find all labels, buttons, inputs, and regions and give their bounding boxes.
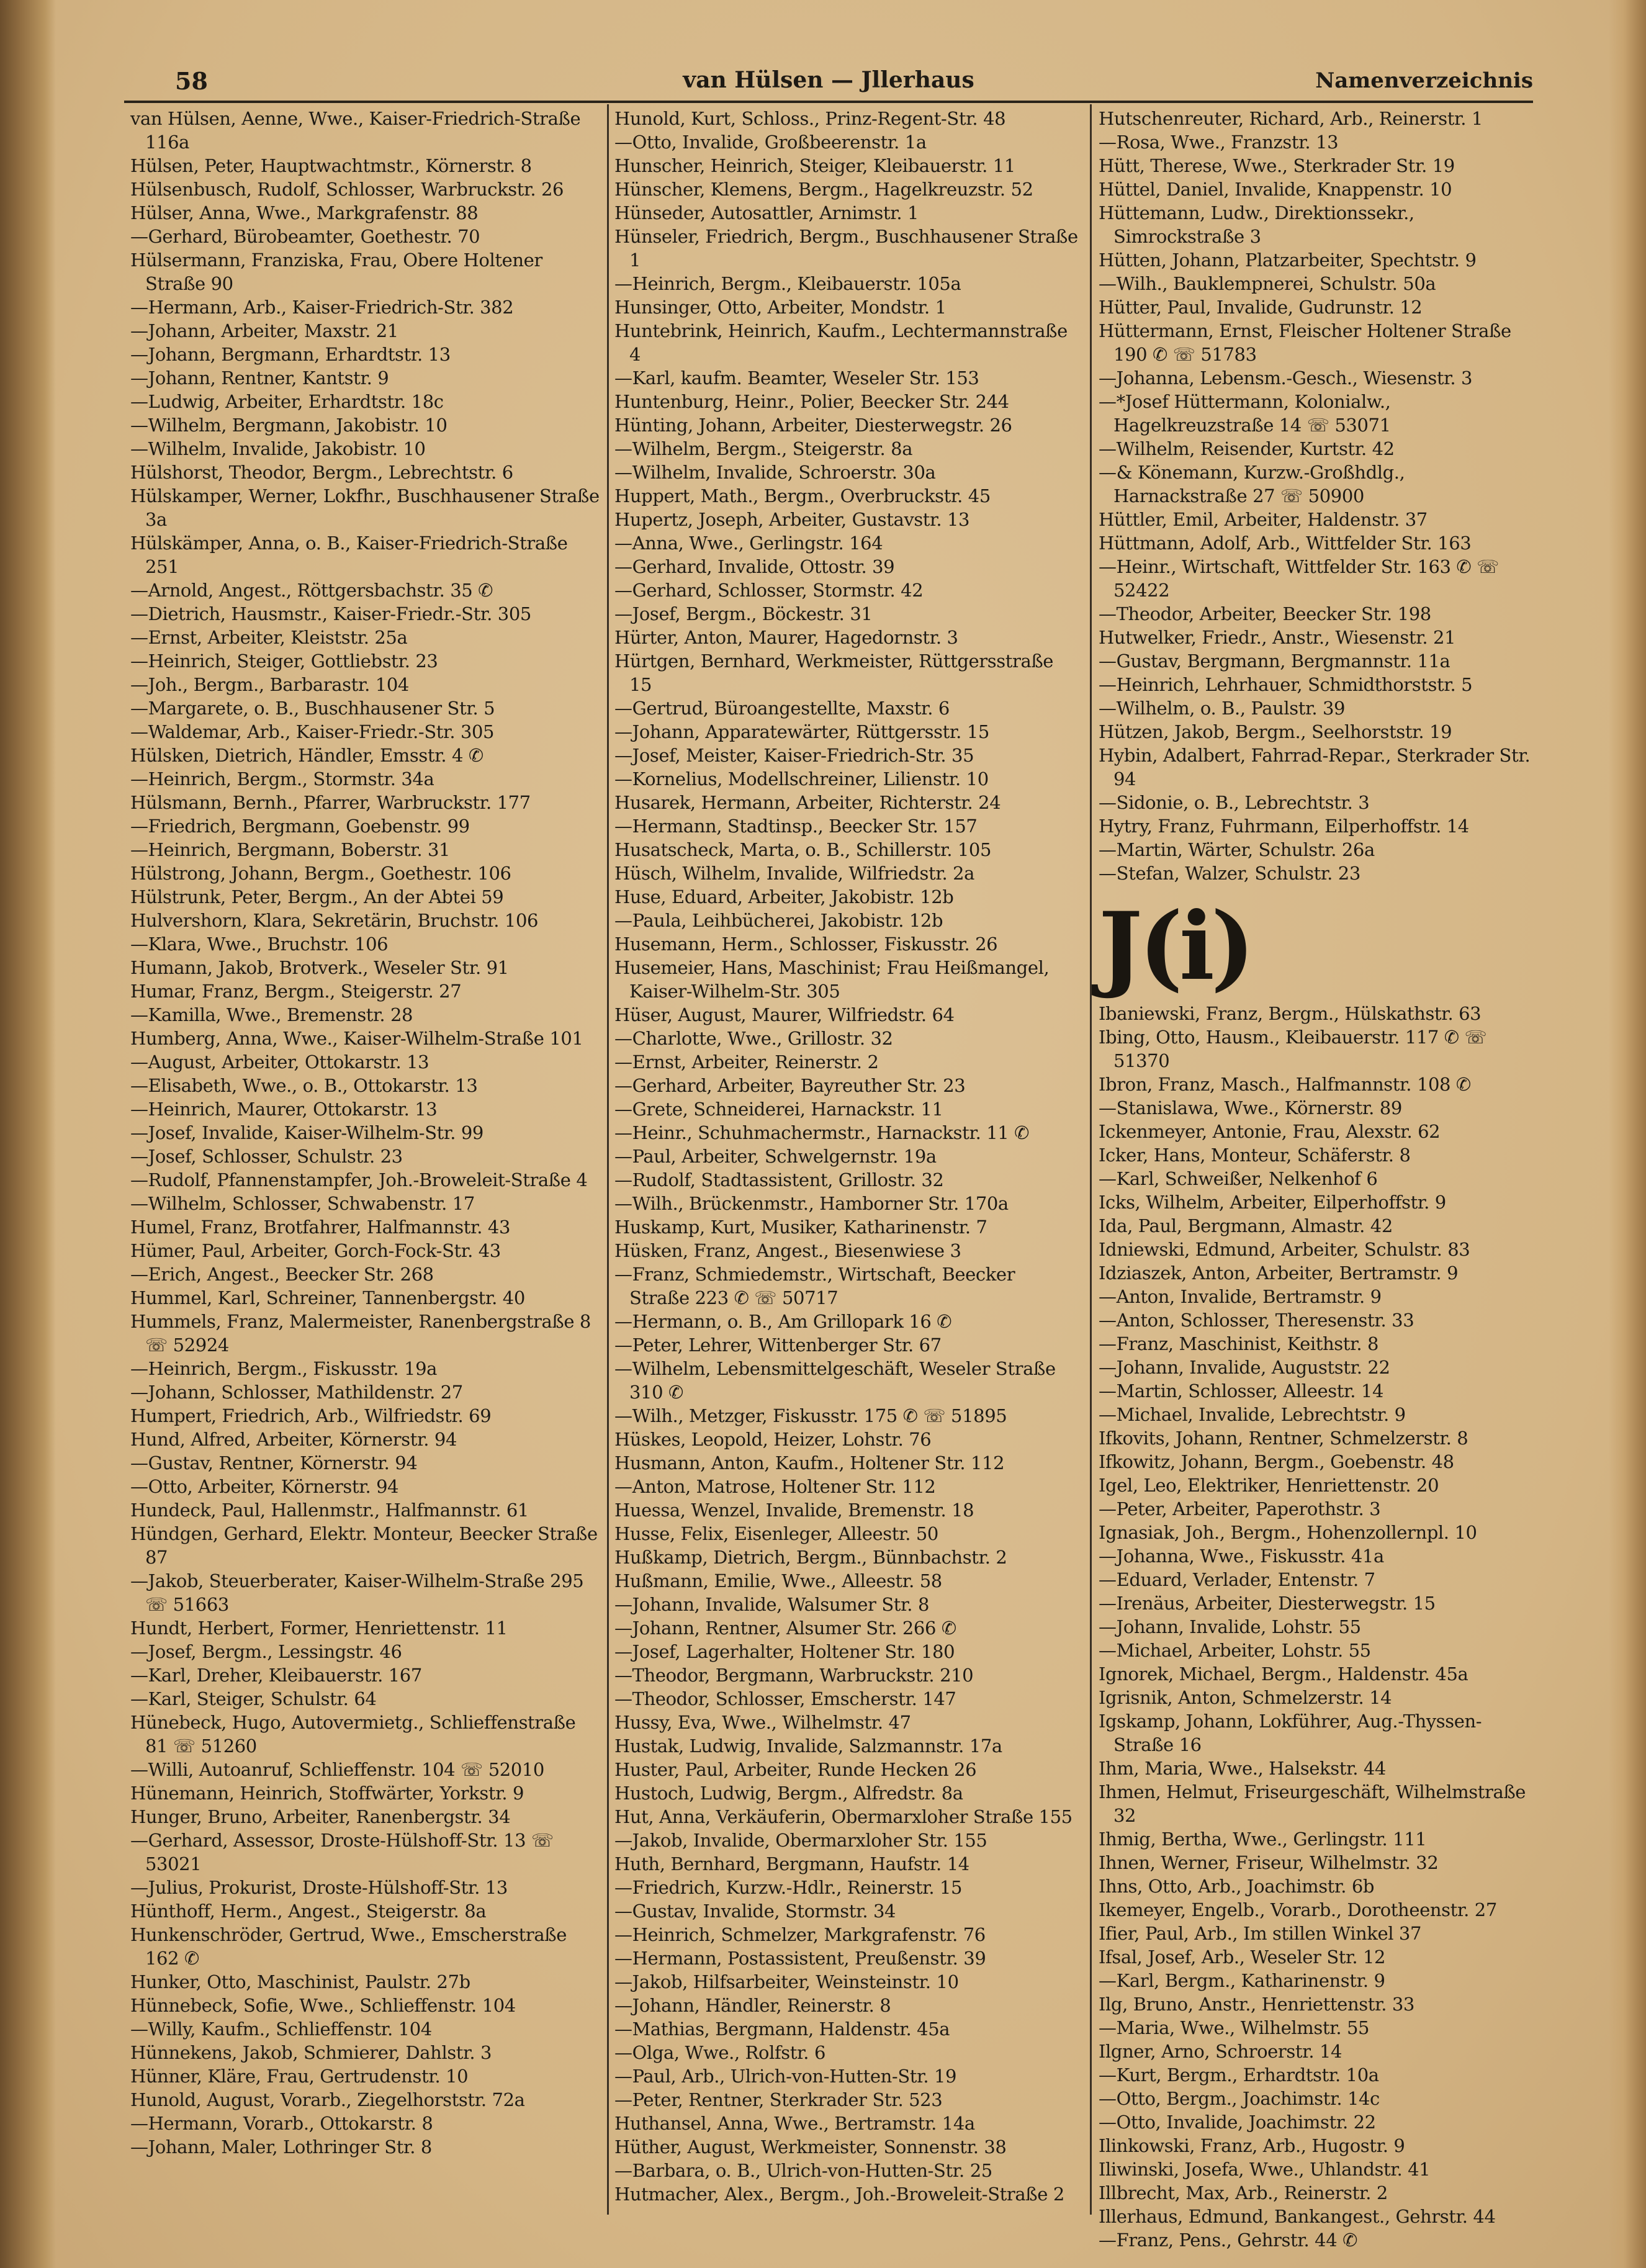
directory-entry: Hüther, August, Werkmeister, Sonnenstr. 38 (614, 2136, 1007, 2158)
directory-entry: Huthansel, Anna, Wwe., Bertramstr. 14a (614, 2113, 975, 2134)
directory-entry: —Irenäus, Arbeiter, Diesterwegstr. 15 (1099, 1593, 1436, 1614)
directory-entry: —Theodor, Bergmann, Warbruckstr. 210 (614, 1665, 974, 1686)
directory-entry: —Johann, Arbeiter, Maxstr. 21 (130, 320, 398, 341)
directory-entry: Ihmig, Bertha, Wwe., Gerlingstr. 111 (1099, 1829, 1427, 1850)
directory-entry: —Josef, Schlosser, Schulstr. 23 (130, 1146, 403, 1167)
directory-entry: Hünemann, Heinrich, Stoffwärter, Yorkstr. 9 (130, 1783, 524, 1804)
directory-entry: —Gerhard, Bürobeamter, Goethestr. 70 (130, 226, 480, 247)
directory-entry: Hutschenreuter, Richard, Arb., Reinerstr. 1 (1099, 108, 1483, 129)
directory-entry: —Sidonie, o. B., Lebrechtstr. 3 (1099, 792, 1370, 813)
directory-entry: —Michael, Invalide, Lebrechtstr. 9 (1099, 1404, 1406, 1425)
directory-entry: —Wilhelm, Reisender, Kurtstr. 42 (1099, 438, 1395, 459)
directory-entry: Hünscher, Klemens, Bergm., Hagelkreuzstr. 52 (614, 179, 1033, 200)
directory-entry: —Hermann, Arb., Kaiser-Friedrich-Str. 382 (130, 297, 514, 318)
directory-entry: Idziaszek, Anton, Arbeiter, Bertramstr. 9 (1099, 1262, 1459, 1284)
directory-entry: —Gerhard, Assessor, Droste-Hülshoff-Str. 13 ☏ 53021 (130, 1830, 554, 1874)
directory-entry: —Karl, Steiger, Schulstr. 64 (130, 1688, 377, 1709)
directory-entry: —Gerhard, Invalide, Ottostr. 39 (614, 556, 895, 577)
directory-entry: Huskamp, Kurt, Musiker, Katharinenstr. 7 (614, 1217, 987, 1238)
directory-entry: Hüttel, Daniel, Invalide, Knappenstr. 10 (1099, 179, 1452, 200)
directory-entry: —Elisabeth, Wwe., o. B., Ottokarstr. 13 (130, 1075, 478, 1096)
directory-entry: Hülsen, Peter, Hauptwachtmstr., Körnerstr. 8 (130, 155, 532, 176)
directory-entry: Hüskes, Leopold, Heizer, Lohstr. 76 (614, 1429, 932, 1450)
directory-entry: —Grete, Schneiderei, Harnackstr. 11 (614, 1099, 943, 1120)
directory-entry: Ihm, Maria, Wwe., Halsekstr. 44 (1099, 1758, 1386, 1779)
directory-entry: —Jakob, Invalide, Obermarxloher Str. 155 (614, 1830, 987, 1851)
column-divider (607, 104, 609, 2215)
directory-entry: Hußmann, Emilie, Wwe., Alleestr. 58 (614, 1570, 942, 1591)
directory-entry: Hütt, Therese, Wwe., Sterkrader Str. 19 (1099, 155, 1455, 176)
directory-entry: —Otto, Arbeiter, Körnerstr. 94 (130, 1476, 399, 1497)
directory-entry: —Paul, Arbeiter, Schwelgernstr. 19a (614, 1146, 937, 1167)
column-3-entries-i (1099, 1002, 1533, 2252)
directory-entry: —Anton, Invalide, Bertramstr. 9 (1099, 1286, 1382, 1307)
directory-entry: —Johann, Händler, Reinerstr. 8 (614, 1995, 891, 2016)
directory-entry: Huntenburg, Heinr., Polier, Beecker Str. 244 (614, 391, 1009, 412)
directory-entry: —Anton, Matrose, Holtener Str. 112 (614, 1476, 936, 1497)
directory-entry: —Stefan, Walzer, Schulstr. 23 (1099, 863, 1360, 884)
running-title: van Hülsen — Jllerhaus (683, 67, 974, 93)
directory-entry: —Gerhard, Schlosser, Stormstr. 42 (614, 580, 924, 601)
directory-entry: Hussy, Eva, Wwe., Wilhelmstr. 47 (614, 1712, 911, 1733)
directory-entry: —Gustav, Invalide, Stormstr. 34 (614, 1901, 896, 1922)
directory-entry: Ilinkowski, Franz, Arb., Hugostr. 9 (1099, 2135, 1405, 2156)
directory-entry: —Heinrich, Schmelzer, Markgrafenstr. 76 (614, 1924, 986, 1945)
directory-entry: —Josef, Invalide, Kaiser-Wilhelm-Str. 99 (130, 1122, 483, 1143)
directory-entry: Husatscheck, Marta, o. B., Schillerstr. 105 (614, 839, 992, 860)
directory-entry: —Heinrich, Bergm., Fiskusstr. 19a (130, 1358, 438, 1379)
directory-entry: Hülsermann, Franziska, Frau, Obere Holtener Straße 90 (130, 250, 542, 294)
directory-entry: —Martin, Schlosser, Alleestr. 14 (1099, 1380, 1384, 1402)
directory-entry: Ignorek, Michael, Bergm., Haldenstr. 45a (1099, 1663, 1468, 1685)
directory-entry: —Heinrich, Maurer, Ottokarstr. 13 (130, 1099, 438, 1120)
directory-entry: Hummel, Karl, Schreiner, Tannenbergstr. 40 (130, 1287, 525, 1308)
directory-entry: Hüsken, Franz, Angest., Biesenwiese 3 (614, 1240, 961, 1261)
directory-entry: —Karl, Dreher, Kleibauerstr. 167 (130, 1665, 422, 1686)
directory-entry: Hunsinger, Otto, Arbeiter, Mondstr. 1 (614, 297, 947, 318)
directory-entry: —Franz, Pens., Gehrstr. 44 ✆ (1099, 2230, 1357, 2251)
directory-entry: —Michael, Arbeiter, Lohstr. 55 (1099, 1640, 1371, 1661)
directory-entry: —Josef, Bergm., Böckestr. 31 (614, 603, 873, 624)
directory-entry: —Olga, Wwe., Rolfstr. 6 (614, 2042, 825, 2063)
directory-entry: Igskamp, Johann, Lokführer, Aug.-Thyssen-Straße 16 (1099, 1711, 1482, 1755)
directory-entry: Hunscher, Heinrich, Steiger, Kleibauerstr. 11 (614, 155, 1015, 176)
directory-entry: Hünnekens, Jakob, Schmierer, Dahlstr. 3 (130, 2042, 492, 2063)
directory-entry: —Friedrich, Bergmann, Goebenstr. 99 (130, 816, 470, 837)
directory-entry: Hütten, Johann, Platzarbeiter, Spechtstr. 9 (1099, 250, 1477, 271)
directory-entry: —Theodor, Arbeiter, Beecker Str. 198 (1099, 603, 1431, 624)
directory-entry: Igel, Leo, Elektriker, Henriettenstr. 20 (1099, 1475, 1439, 1496)
directory-entry: Hülskamper, Werner, Lokfhr., Buschhausener Straße 3a (130, 485, 600, 530)
directory-entry: —Johanna, Lebensm.-Gesch., Wiesenstr. 3 (1099, 367, 1473, 389)
directory-entry: van Hülsen, Aenne, Wwe., Kaiser-Friedrich-Straße 116a (130, 108, 581, 153)
section-title: Namenverzeichnis (1315, 68, 1533, 93)
directory-entry: Hunkenschröder, Gertrud, Wwe., Emscherstraße 162 ✆ (130, 1924, 567, 1969)
directory-entry: Husemeier, Hans, Maschinist; Frau Heißmangel, Kaiser-Wilhelm-Str. 305 (614, 957, 1050, 1002)
directory-entry: —Theodor, Schlosser, Emscherstr. 147 (614, 1688, 956, 1709)
directory-entry: Hummels, Franz, Malermeister, Ranenbergstraße 8 ☏ 52924 (130, 1311, 591, 1356)
directory-entry: Huppert, Math., Bergm., Overbruckstr. 45 (614, 485, 991, 506)
directory-entry: Hülstrong, Johann, Bergm., Goethestr. 106 (130, 863, 511, 884)
directory-entry: Ilgner, Arno, Schroerstr. 14 (1099, 2041, 1342, 2062)
directory-entry: —Wilhelm, Invalide, Jakobistr. 10 (130, 438, 426, 459)
directory-entry: —Heinrich, Lehrhauer, Schmidthorststr. 5 (1099, 674, 1473, 695)
page-number: 58 (175, 67, 208, 95)
directory-entry: —Willi, Autoanruf, Schlieffenstr. 104 ☏ 52010 (130, 1759, 544, 1780)
directory-entry: Hünseler, Friedrich, Bergm., Buschhausener Straße 1 (614, 226, 1078, 271)
directory-entry: —Johann, Invalide, Auguststr. 22 (1099, 1357, 1390, 1378)
directory-entry: —Heinrich, Bergm., Stormstr. 34a (130, 768, 434, 790)
directory-entry: —Anna, Wwe., Gerlingstr. 164 (614, 533, 883, 554)
directory-entry: Ihns, Otto, Arb., Joachimstr. 6b (1099, 1876, 1375, 1897)
directory-entry: Hundeck, Paul, Hallenmstr., Halfmannstr. 61 (130, 1500, 529, 1521)
directory-entry: Idniewski, Edmund, Arbeiter, Schulstr. 83 (1099, 1239, 1470, 1260)
directory-entry: Ignasiak, Joh., Bergm., Hohenzollernpl. 10 (1099, 1522, 1477, 1543)
directory-entry: —Wilhelm, Lebensmittelgeschäft, Weseler Straße 310 ✆ (614, 1358, 1056, 1403)
directory-entry: Hürtgen, Bernhard, Werkmeister, Rüttgersstraße 15 (614, 650, 1054, 695)
directory-entry: Hündgen, Gerhard, Elektr. Monteur, Beecker Straße 87 (130, 1523, 598, 1568)
directory-entry: Hulvershorn, Klara, Sekretärin, Bruchstr. 106 (130, 910, 539, 931)
directory-entry: Hut, Anna, Verkäuferin, Obermarxloher Straße 155 (614, 1806, 1073, 1827)
directory-entry: Hybin, Adalbert, Fahrrad-Repar., Sterkrader Str. 94 (1099, 745, 1531, 790)
directory-entry: —Barbara, o. B., Ulrich-von-Hutten-Str. 25 (614, 2160, 992, 2181)
directory-entry: Ibing, Otto, Hausm., Kleibauerstr. 117 ✆ ☏ 51370 (1099, 1027, 1487, 1071)
directory-entry: —Franz, Maschinist, Keithstr. 8 (1099, 1333, 1379, 1354)
directory-entry: Hülsenbusch, Rudolf, Schlosser, Warbruckstr. 26 (130, 179, 564, 200)
directory-entry: Hutwelker, Friedr., Anstr., Wiesenstr. 21 (1099, 627, 1456, 648)
directory-entry: Icks, Wilhelm, Arbeiter, Eilperhoffstr. 9 (1099, 1192, 1446, 1213)
directory-entry: Hund, Alfred, Arbeiter, Körnerstr. 94 (130, 1429, 457, 1450)
directory-entry: —Johann, Rentner, Kantstr. 9 (130, 367, 389, 389)
directory-entry: —Otto, Invalide, Joachimstr. 22 (1099, 2112, 1376, 2133)
directory-entry: Ifkowitz, Johann, Bergm., Goebenstr. 48 (1099, 1451, 1454, 1472)
directory-entry: —Klara, Wwe., Bruchstr. 106 (130, 934, 389, 955)
directory-entry: —Heinr., Wirtschaft, Wittfelder Str. 163 ✆ ☏ 52422 (1099, 556, 1499, 601)
directory-entry: Ibron, Franz, Masch., Halfmannstr. 108 ✆ (1099, 1074, 1471, 1095)
directory-entry: —Friedrich, Kurzw.-Hdlr., Reinerstr. 15 (614, 1877, 963, 1898)
directory-entry: —Stanislawa, Wwe., Körnerstr. 89 (1099, 1097, 1402, 1118)
directory-entry: Hüsch, Wilhelm, Invalide, Wilfriedstr. 2a (614, 863, 975, 884)
directory-entry: —Hermann, Stadtinsp., Beecker Str. 157 (614, 816, 978, 837)
page-header (124, 67, 1533, 103)
directory-entry: Hümer, Paul, Arbeiter, Gorch-Fock-Str. 43 (130, 1240, 501, 1261)
directory-entry: Icker, Hans, Monteur, Schäferstr. 8 (1099, 1145, 1411, 1166)
directory-entry: Hußkamp, Dietrich, Bergm., Bünnbachstr. 2 (614, 1547, 1007, 1568)
directory-entry: Huster, Paul, Arbeiter, Runde Hecken 26 (614, 1759, 977, 1780)
directory-entry: Hülskämper, Anna, o. B., Kaiser-Friedrich-Straße 251 (130, 533, 568, 577)
directory-entry: —Hermann, Postassistent, Preußenstr. 39 (614, 1948, 986, 1969)
directory-entry: Hustoch, Ludwig, Bergm., Alfredstr. 8a (614, 1783, 963, 1804)
directory-entry: Husse, Felix, Eisenleger, Alleestr. 50 (614, 1523, 938, 1544)
directory-entry: —Gerhard, Arbeiter, Bayreuther Str. 23 (614, 1075, 966, 1096)
directory-entry: —Kornelius, Modellschreiner, Lilienstr. 10 (614, 768, 989, 790)
directory-entry: —Julius, Prokurist, Droste-Hülshoff-Str. 13 (130, 1877, 508, 1898)
directory-entry: Hütter, Paul, Invalide, Gudrunstr. 12 (1099, 297, 1423, 318)
directory-entry: Iliwinski, Josefa, Wwe., Uhlandstr. 41 (1099, 2159, 1431, 2180)
directory-entry: —Jakob, Hilfsarbeiter, Weinsteinstr. 10 (614, 1971, 959, 1992)
directory-entry: —Eduard, Verlader, Entenstr. 7 (1099, 1569, 1375, 1590)
directory-entry: Illbrecht, Max, Arb., Reinerstr. 2 (1099, 2182, 1388, 2203)
directory-entry: —Mathias, Bergmann, Haldenstr. 45a (614, 2018, 950, 2040)
directory-entry: —Rosa, Wwe., Franzstr. 13 (1099, 132, 1339, 153)
directory-entry: —Peter, Arbeiter, Paperothstr. 3 (1099, 1498, 1381, 1519)
directory-entry: —Gertrud, Büroangestellte, Maxstr. 6 (614, 698, 950, 719)
directory-entry: Hüttermann, Ernst, Fleischer Holtener Straße 190 ✆ ☏ 51783 (1099, 320, 1511, 365)
directory-entry: Ifsal, Josef, Arb., Weseler Str. 12 (1099, 1946, 1386, 1968)
directory-entry: Hytry, Franz, Fuhrmann, Eilperhoffstr. 14 (1099, 816, 1469, 837)
directory-entry: Illerhaus, Edmund, Bankangest., Gehrstr. 44 (1099, 2206, 1496, 2227)
directory-entry: Hülser, Anna, Wwe., Markgrafenstr. 88 (130, 202, 479, 223)
directory-entry: —Wilh., Brückenmstr., Hamborner Str. 170a (614, 1193, 1009, 1214)
directory-entry: Humann, Jakob, Brotverk., Weseler Str. 91 (130, 957, 509, 978)
directory-entry: —Arnold, Angest., Röttgersbachstr. 35 ✆ (130, 580, 493, 601)
directory-entry: —Heinrich, Bergm., Kleibauerstr. 105a (614, 273, 961, 294)
directory-entry: Hüttler, Emil, Arbeiter, Haldenstr. 37 (1099, 509, 1428, 530)
directory-entry: Hunker, Otto, Maschinist, Paulstr. 27b (130, 1971, 470, 1992)
directory-entry: Ihnen, Werner, Friseur, Wilhelmstr. 32 (1099, 1852, 1439, 1873)
directory-entry: —August, Arbeiter, Ottokarstr. 13 (130, 1051, 429, 1073)
directory-entry: —Wilhelm, Invalide, Schroerstr. 30a (614, 462, 936, 483)
book-binding-shadow (0, 0, 56, 2268)
directory-entry: Ilg, Bruno, Anstr., Henriettenstr. 33 (1099, 1994, 1414, 2015)
directory-entry: Ida, Paul, Bergmann, Almastr. 42 (1099, 1215, 1393, 1236)
directory-entry: —Josef, Lagerhalter, Holtener Str. 180 (614, 1641, 955, 1662)
column-3 (1099, 107, 1533, 2251)
directory-entry: —Otto, Bergm., Joachimstr. 14c (1099, 2088, 1380, 2109)
directory-entry: —Peter, Lehrer, Wittenberger Str. 67 (614, 1334, 942, 1356)
directory-entry: Hustak, Ludwig, Invalide, Salzmannstr. 17a (614, 1735, 1002, 1757)
directory-entry: —Karl, Schweißer, Nelkenhof 6 (1099, 1168, 1378, 1189)
directory-entry: Hüser, August, Maurer, Wilfriedstr. 64 (614, 1004, 955, 1025)
directory-entry: Hülsken, Dietrich, Händler, Emsstr. 4 ✆ (130, 745, 483, 766)
directory-entry: —Anton, Schlosser, Theresenstr. 33 (1099, 1310, 1414, 1331)
directory-entry: Ihmen, Helmut, Friseurgeschäft, Wilhelmstraße 32 (1099, 1781, 1526, 1826)
directory-entry: Hunold, Kurt, Schloss., Prinz-Regent-Str. 48 (614, 108, 1006, 129)
directory-entry: —Johann, Rentner, Alsumer Str. 266 ✆ (614, 1618, 956, 1639)
directory-entry: —Charlotte, Wwe., Grillostr. 32 (614, 1028, 893, 1049)
column-3-entries-h (1099, 107, 1533, 885)
directory-entry: Huth, Bernhard, Bergmann, Haufstr. 14 (614, 1853, 969, 1874)
directory-entry: —Franz, Schmiedemstr., Wirtschaft, Beecker Straße 223 ✆ ☏ 50717 (614, 1264, 1015, 1308)
directory-entry: —Josef, Bergm., Lessingstr. 46 (130, 1641, 402, 1662)
directory-entry: Ifkovits, Johann, Rentner, Schmelzerstr. 8 (1099, 1428, 1468, 1449)
directory-entry: —Hermann, Vorarb., Ottokarstr. 8 (130, 2113, 433, 2134)
directory-entry: —Erich, Angest., Beecker Str. 268 (130, 1264, 434, 1285)
directory-entry: Huse, Eduard, Arbeiter, Jakobistr. 12b (614, 886, 954, 907)
directory-entry: Ickenmeyer, Antonie, Frau, Alexstr. 62 (1099, 1121, 1441, 1142)
directory-entry: —Ernst, Arbeiter, Kleiststr. 25a (130, 627, 408, 648)
directory-entry: —Peter, Rentner, Sterkrader Str. 523 (614, 2089, 943, 2110)
directory-entry: Hürter, Anton, Maurer, Hagedornstr. 3 (614, 627, 958, 648)
directory-entry: —Wilhelm, Bergm., Steigerstr. 8a (614, 438, 913, 459)
directory-entry: Humpert, Friedrich, Arb., Wilfriedstr. 69 (130, 1405, 492, 1426)
column-2 (614, 107, 1080, 2230)
directory-entry: —Johann, Invalide, Lohstr. 55 (1099, 1616, 1361, 1637)
directory-entry: Hünnebeck, Sofie, Wwe., Schlieffenstr. 104 (130, 1995, 516, 2016)
directory-entry: —Wilhelm, Schlosser, Schwabenstr. 17 (130, 1193, 475, 1214)
column-1 (130, 107, 602, 2230)
directory-entry: Igrisnik, Anton, Schmelzerstr. 14 (1099, 1687, 1392, 1708)
directory-entry: —Paula, Leihbücherei, Jakobistr. 12b (614, 910, 943, 931)
directory-entry: Hunold, August, Vorarb., Ziegelhorststr. 72a (130, 2089, 525, 2110)
directory-entry: Humar, Franz, Bergm., Steigerstr. 27 (130, 981, 462, 1002)
directory-entry: —*Josef Hüttermann, Kolonialw., Hagelkreuzstraße 14 ☏ 53071 (1099, 391, 1391, 436)
directory-entry: Hutmacher, Alex., Bergm., Joh.-Broweleit-Straße 2 (614, 2184, 1064, 2205)
header-rule (124, 101, 1533, 103)
column-divider (1090, 104, 1092, 2215)
directory-entry: Ikemeyer, Engelb., Vorarb., Dorotheenstr. 27 (1099, 1899, 1497, 1920)
directory-entry: —Jakob, Steuerberater, Kaiser-Wilhelm-Straße 295 ☏ 51663 (130, 1570, 584, 1615)
directory-entry: —Wilhelm, o. B., Paulstr. 39 (1099, 698, 1346, 719)
directory-entry: —Heinrich, Bergmann, Boberstr. 31 (130, 839, 451, 860)
directory-entry: —Heinr., Schuhmachermstr., Harnackstr. 11 ✆ (614, 1122, 1030, 1143)
directory-entry: —Kamilla, Wwe., Bremenstr. 28 (130, 1004, 413, 1025)
directory-entry: Husarek, Hermann, Arbeiter, Richterstr. 24 (614, 792, 1001, 813)
directory-entry: —Heinrich, Steiger, Gottliebstr. 23 (130, 650, 438, 672)
directory-entry: —Karl, kaufm. Beamter, Weseler Str. 153 (614, 367, 979, 389)
directory-entry: —Otto, Invalide, Großbeerenstr. 1a (614, 132, 927, 153)
directory-entry: —Maria, Wwe., Wilhelmstr. 55 (1099, 2017, 1370, 2038)
directory-entry: —Kurt, Bergm., Erhardtstr. 10a (1099, 2064, 1379, 2086)
directory-entry: —Josef, Meister, Kaiser-Friedrich-Str. 35 (614, 745, 974, 766)
directory-entry: Hupertz, Joseph, Arbeiter, Gustavstr. 13 (614, 509, 970, 530)
directory-entry: —Johann, Schlosser, Mathildenstr. 27 (130, 1382, 463, 1403)
directory-entry: —Gustav, Rentner, Körnerstr. 94 (130, 1452, 418, 1474)
directory-entry: —Wilhelm, Bergmann, Jakobistr. 10 (130, 415, 447, 436)
directory-entry: —Wilh., Bauklempnerei, Schulstr. 50a (1099, 273, 1436, 294)
directory-entry: Husemann, Herm., Schlosser, Fiskusstr. 26 (614, 934, 998, 955)
directory-entry: Hülshorst, Theodor, Bergm., Lebrechtstr. 6 (130, 462, 513, 483)
directory-entry: Hüttemann, Ludw., Direktionssekr., Simrockstraße 3 (1099, 202, 1414, 247)
directory-entry: —Johann, Bergmann, Erhardtstr. 13 (130, 344, 451, 365)
directory-entry: Hünting, Johann, Arbeiter, Diesterwegstr. 26 (614, 415, 1012, 436)
directory-entry: —Karl, Bergm., Katharinenstr. 9 (1099, 1970, 1385, 1991)
directory-entry: Hünebeck, Hugo, Autovermietg., Schlieffenstraße 81 ☏ 51260 (130, 1712, 576, 1757)
directory-entry: Humberg, Anna, Wwe., Kaiser-Wilhelm-Straße 101 (130, 1028, 583, 1049)
directory-entry: —Rudolf, Stadtassistent, Grillostr. 32 (614, 1169, 944, 1190)
directory-entry: —Johann, Apparatewärter, Rüttgersstr. 15 (614, 721, 989, 742)
directory-entry: Hützen, Jakob, Bergm., Seelhorststr. 19 (1099, 721, 1452, 742)
directory-entry: —Ernst, Arbeiter, Reinerstr. 2 (614, 1051, 879, 1073)
directory-entry: —Rudolf, Pfannenstampfer, Joh.-Broweleit-Straße 4 (130, 1169, 588, 1190)
directory-entry: —Hermann, o. B., Am Grillopark 16 ✆ (614, 1311, 952, 1332)
directory-entry: —Johanna, Wwe., Fiskusstr. 41a (1099, 1546, 1384, 1567)
directory-entry: —Dietrich, Hausmstr., Kaiser-Friedr.-Str. 305 (130, 603, 531, 624)
directory-entry: —Johann, Invalide, Walsumer Str. 8 (614, 1594, 929, 1615)
directory-entry: Huntebrink, Heinrich, Kaufm., Lechtermannstraße 4 (614, 320, 1068, 365)
directory-entry: Hundt, Herbert, Former, Henriettenstr. 11 (130, 1618, 508, 1639)
directory-entry: —Margarete, o. B., Buschhausener Str. 5 (130, 698, 495, 719)
letter-heading: J(i) (1099, 892, 1251, 1001)
directory-entry: —Wilh., Metzger, Fiskusstr. 175 ✆ ☏ 51895 (614, 1405, 1007, 1426)
directory-entry: —Willy, Kaufm., Schlieffenstr. 104 (130, 2018, 432, 2040)
directory-entry: —Waldemar, Arb., Kaiser-Friedr.-Str. 305 (130, 721, 495, 742)
directory-entry: Husmann, Anton, Kaufm., Holtener Str. 112 (614, 1452, 1005, 1474)
directory-entry: —Joh., Bergm., Barbarastr. 104 (130, 674, 409, 695)
directory-entry: Hüttmann, Adolf, Arb., Wittfelder Str. 163 (1099, 533, 1472, 554)
directory-entry: —Martin, Wärter, Schulstr. 26a (1099, 839, 1375, 860)
directory-entry: —Johann, Maler, Lothringer Str. 8 (130, 2136, 432, 2158)
directory-entry: —& Könemann, Kurzw.-Großhdlg., Harnackstraße 27 ☏ 50900 (1099, 462, 1405, 506)
directory-entry: —Paul, Arb., Ulrich-von-Hutten-Str. 19 (614, 2066, 957, 2087)
directory-entry: Hülsmann, Bernh., Pfarrer, Warbruckstr. 177 (130, 792, 531, 813)
directory-entry: Hünner, Kläre, Frau, Gertrudenstr. 10 (130, 2066, 469, 2087)
directory-entry: —Ludwig, Arbeiter, Erhardtstr. 18c (130, 391, 444, 412)
directory-entry: Huessa, Wenzel, Invalide, Bremenstr. 18 (614, 1500, 974, 1521)
directory-entry: —Gustav, Bergmann, Bergmannstr. 11a (1099, 650, 1450, 672)
page-edge-shadow (1609, 0, 1646, 2268)
directory-entry: Hülstrunk, Peter, Bergm., An der Abtei 59 (130, 886, 504, 907)
directory-entry: Humel, Franz, Brotfahrer, Halfmannstr. 43 (130, 1217, 511, 1238)
directory-entry: Hünthoff, Herm., Angest., Steigerstr. 8a (130, 1901, 487, 1922)
directory-entry: Ibaniewski, Franz, Bergm., Hülskathstr. 63 (1099, 1003, 1482, 1024)
directory-entry: Hünseder, Autosattler, Arnimstr. 1 (614, 202, 919, 223)
directory-entry: Ifier, Paul, Arb., Im stillen Winkel 37 (1099, 1923, 1422, 1944)
directory-entry: Hunger, Bruno, Arbeiter, Ranenbergstr. 34 (130, 1806, 511, 1827)
